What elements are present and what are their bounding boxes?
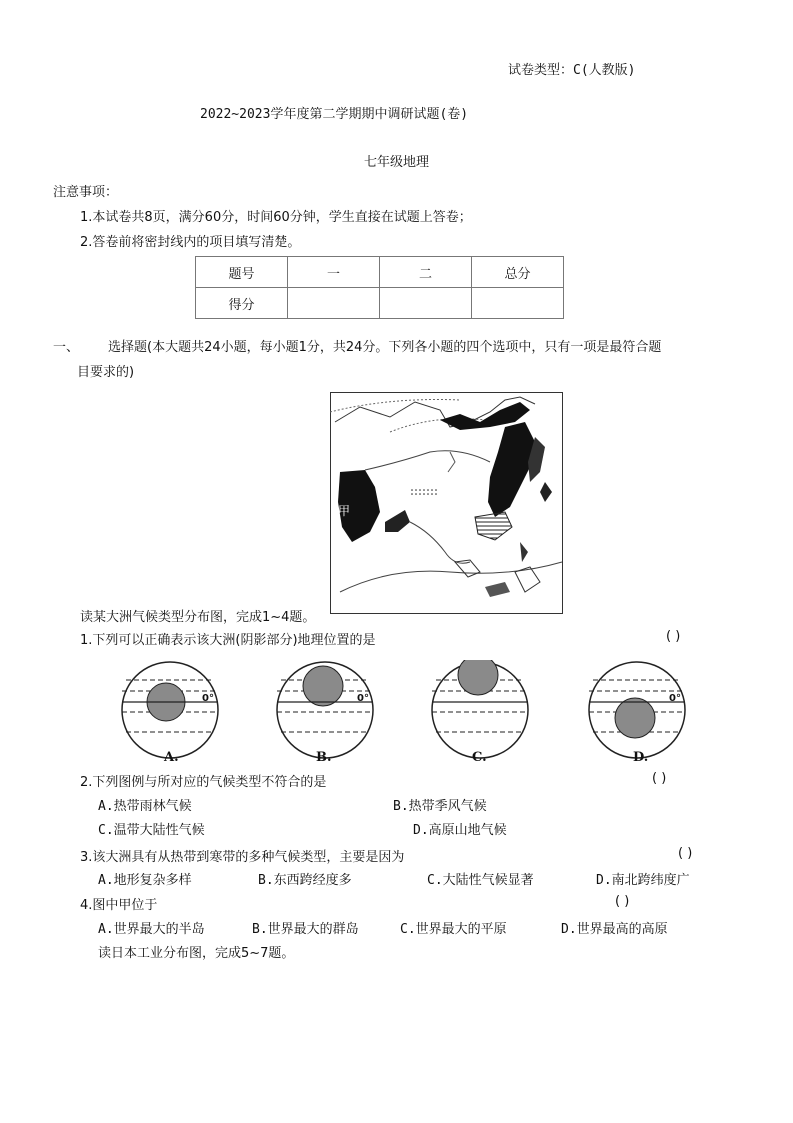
- question-3-option-b[interactable]: B.东西跨经度多: [258, 873, 352, 888]
- globe-label-d: D.: [633, 750, 649, 765]
- score-cell[interactable]: [472, 288, 564, 319]
- score-cell[interactable]: [288, 288, 380, 319]
- globe-option-b[interactable]: [275, 660, 375, 760]
- section-title-cont: 目要求的): [77, 365, 135, 380]
- question-4-option-b[interactable]: B.世界最大的群岛: [252, 922, 359, 937]
- globe-option-d[interactable]: [587, 660, 687, 760]
- score-table: [195, 256, 564, 319]
- question-4-option-a[interactable]: A.世界最大的半岛: [98, 922, 205, 937]
- score-cell[interactable]: [380, 288, 472, 319]
- notes-heading: 注意事项：: [53, 185, 119, 200]
- score-header: 总分: [472, 257, 564, 288]
- question-1-answer-paren[interactable]: ( ): [666, 629, 681, 644]
- question-3-option-a[interactable]: A.地形复杂多样: [98, 873, 192, 888]
- globe-label-b: B.: [316, 750, 332, 765]
- question-2-option-a[interactable]: A.热带雨林气候: [98, 799, 192, 814]
- question-4-option-c[interactable]: C.世界最大的平原: [400, 922, 507, 937]
- question-3-stem: 3.该大洲具有从热带到寒带的多种气候类型，主要是因为: [80, 850, 405, 865]
- paper-type: 试卷类型：C(人教版): [508, 63, 636, 78]
- globe-option-c[interactable]: [430, 660, 530, 760]
- section-title: 选择题(本大题共24小题，每小题1分，共24分。下列各小题的四个选项中，只有一项是最符合题: [108, 340, 662, 355]
- question-3-answer-paren[interactable]: ( ): [678, 846, 693, 861]
- note-item: 1.本试卷共8页，满分60分，时间60分钟，学生直接在试题上答卷；: [80, 210, 472, 225]
- score-header: 题号: [196, 257, 288, 288]
- question-4-stem: 4.图中甲位于: [80, 898, 158, 913]
- subject-title: 七年级地理: [364, 155, 430, 170]
- exam-title: 2022~2023学年度第二学期期中调研试题(卷): [200, 107, 469, 122]
- question-3-option-c[interactable]: C.大陆性气候显著: [427, 873, 534, 888]
- question-4-option-d[interactable]: D.世界最高的高原: [561, 922, 668, 937]
- score-header: 一: [288, 257, 380, 288]
- note-item: 2.答卷前将密封线内的项目填写清楚。: [80, 235, 301, 250]
- equator-label: 0°: [357, 693, 369, 704]
- asia-climate-map: [330, 392, 563, 614]
- question-2-option-c[interactable]: C.温带大陆性气候: [98, 823, 205, 838]
- question-3-option-d[interactable]: D.南北跨纬度广: [596, 873, 690, 888]
- map-label-jia: 甲: [338, 504, 351, 518]
- section-number: 一、: [53, 340, 80, 355]
- equator-label: 0°: [202, 693, 214, 704]
- score-row-label: 得分: [196, 288, 288, 319]
- globe-label-c: C.: [472, 750, 487, 765]
- question-2-option-d[interactable]: D.高原山地气候: [413, 823, 507, 838]
- next-section-intro: 读日本工业分布图，完成5~7题。: [98, 946, 295, 961]
- globe-option-a[interactable]: [120, 660, 220, 760]
- question-2-option-b[interactable]: B.热带季风气候: [393, 799, 487, 814]
- globe-label-a: A.: [164, 750, 179, 765]
- question-4-answer-paren[interactable]: ( ): [615, 894, 630, 909]
- question-2-answer-paren[interactable]: ( ): [652, 771, 667, 786]
- question-2-stem: 2.下列图例与所对应的气候类型不符合的是: [80, 775, 327, 790]
- equator-label: 0°: [669, 693, 681, 704]
- map-intro: 读某大洲气候类型分布图，完成1~4题。: [80, 610, 316, 625]
- question-1-stem: 1.下列可以正确表示该大洲(阴影部分)地理位置的是: [80, 633, 376, 648]
- score-header: 二: [380, 257, 472, 288]
